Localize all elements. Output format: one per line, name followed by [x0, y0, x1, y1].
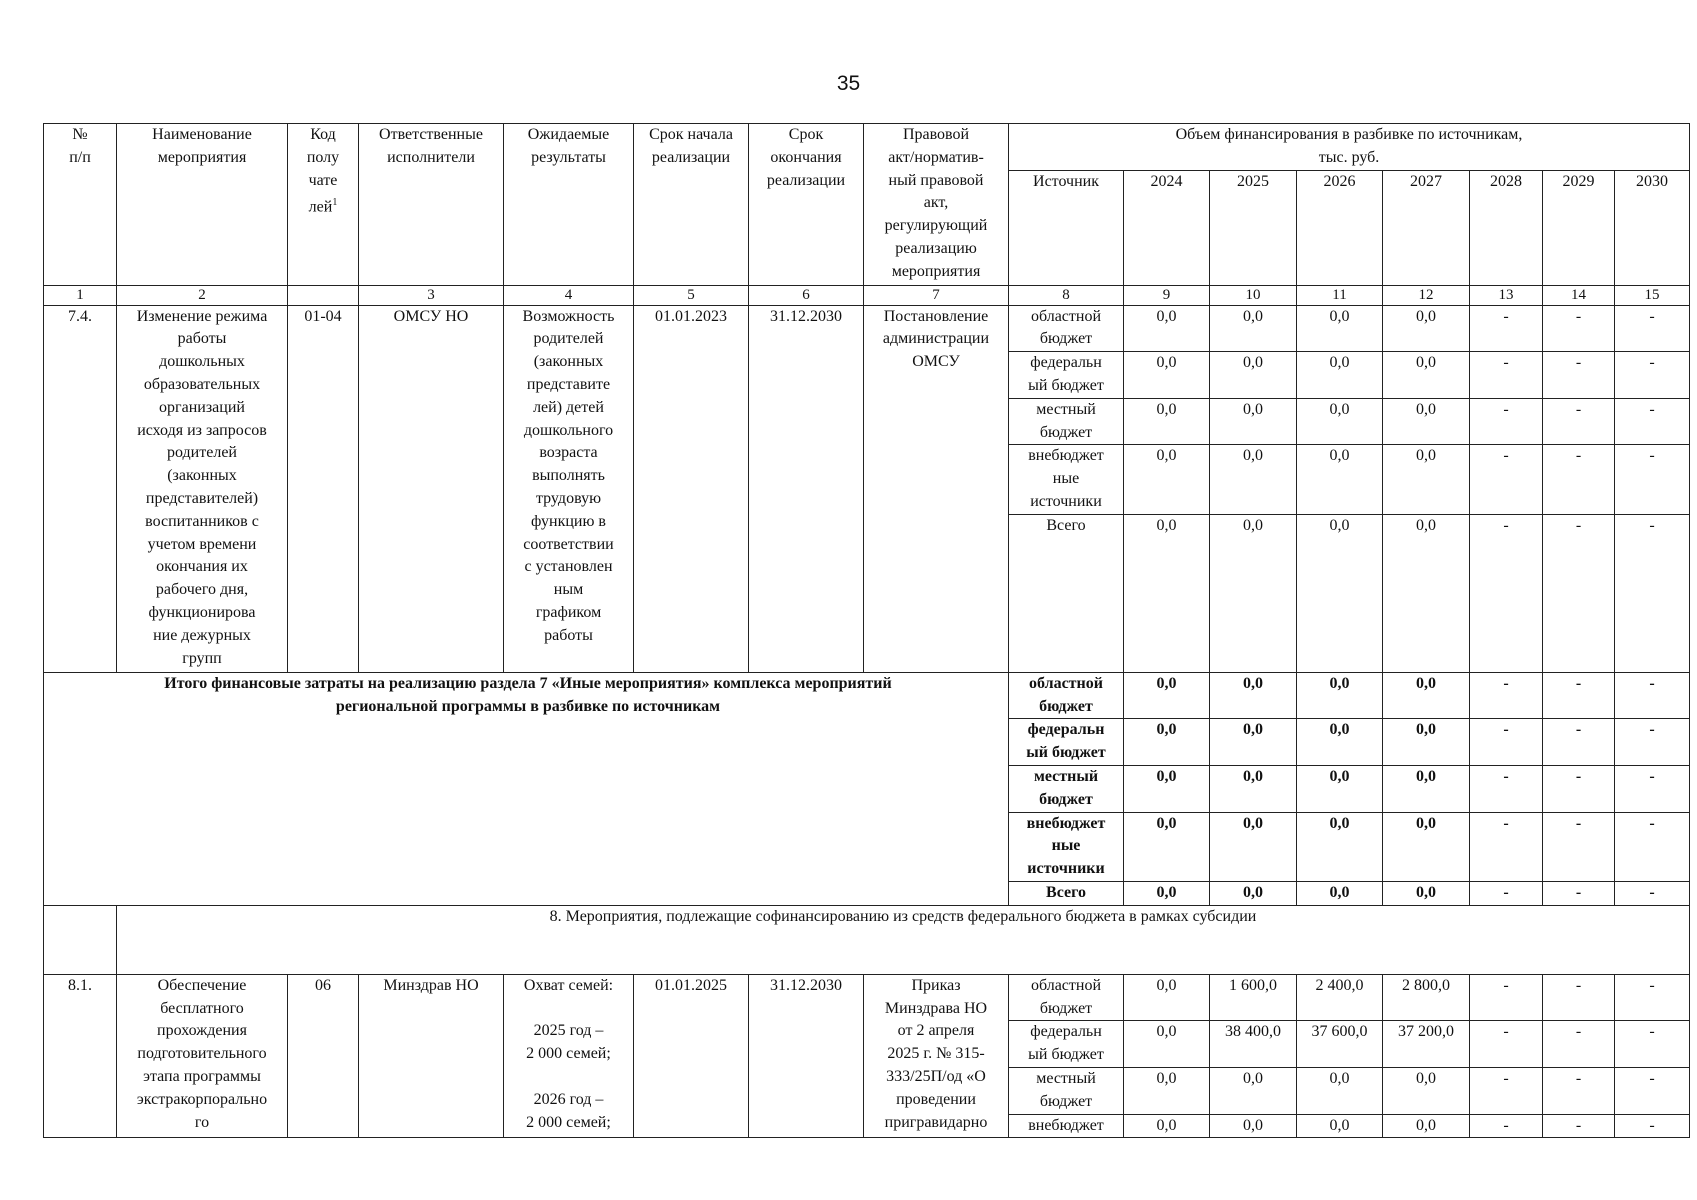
column-index [288, 285, 359, 305]
funding-value: - [1470, 719, 1543, 766]
start-date: 01.01.2023 [634, 305, 749, 672]
funding-value: 2 400,0 [1297, 974, 1383, 1021]
funding-value: 0,0 [1124, 1021, 1210, 1068]
end-date: 31.12.2030 [749, 974, 864, 1138]
col-header-number: № п/п [44, 124, 117, 286]
funding-value: 0,0 [1124, 352, 1210, 399]
funding-value: 0,0 [1210, 398, 1297, 445]
funding-value: - [1470, 812, 1543, 881]
funding-value: 0,0 [1297, 765, 1383, 812]
funding-value: - [1543, 765, 1615, 812]
funding-value: 0,0 [1210, 352, 1297, 399]
funding-value: - [1615, 1067, 1690, 1114]
recipient-code: 06 [288, 974, 359, 1138]
table-row [44, 974, 1690, 1021]
expected-result: Охват семей: 2025 год – 2 000 семей; 2026 год – 2 000 семей; [504, 974, 634, 1138]
col-header-funding: Объем финансирования в разбивке по источникам, тыс. руб. [1009, 124, 1690, 171]
funding-value: 0,0 [1124, 1114, 1210, 1138]
funding-value: 0,0 [1210, 305, 1297, 352]
end-date: 31.12.2030 [749, 305, 864, 672]
funding-value: - [1615, 445, 1690, 514]
funding-source: внебюджет ные источники [1009, 445, 1124, 514]
funding-value: - [1470, 974, 1543, 1021]
funding-source: федеральн ый бюджет [1009, 719, 1124, 766]
funding-value: 0,0 [1383, 514, 1470, 672]
funding-value: 0,0 [1124, 398, 1210, 445]
funding-value: - [1615, 398, 1690, 445]
funding-value: - [1543, 445, 1615, 514]
funding-value: - [1470, 881, 1543, 905]
year-2029: 2029 [1543, 170, 1615, 285]
funding-value: - [1543, 352, 1615, 399]
funding-value: - [1543, 719, 1615, 766]
funding-value: - [1470, 1114, 1543, 1138]
funding-value: - [1615, 305, 1690, 352]
funding-source: местный бюджет [1009, 1067, 1124, 1114]
funding-source: внебюджет [1009, 1114, 1124, 1138]
funding-source: местный бюджет [1009, 398, 1124, 445]
column-index: 5 [634, 285, 749, 305]
funding-source: Всего [1009, 514, 1124, 672]
funding-value: 0,0 [1124, 765, 1210, 812]
funding-value: - [1615, 1021, 1690, 1068]
year-2028: 2028 [1470, 170, 1543, 285]
funding-value: 0,0 [1297, 719, 1383, 766]
column-index: 1 [44, 285, 117, 305]
funding-value: 0,0 [1297, 445, 1383, 514]
col-header-code [288, 124, 359, 286]
funding-value: - [1543, 881, 1615, 905]
funding-value: 0,0 [1297, 352, 1383, 399]
funding-value: - [1615, 719, 1690, 766]
funding-value: - [1543, 672, 1615, 719]
funding-value: 0,0 [1210, 1067, 1297, 1114]
header-row [44, 124, 1690, 171]
col-header-name: Наименование мероприятия [117, 124, 288, 286]
funding-source: областной бюджет [1009, 672, 1124, 719]
col-header-legal-act: Правовой акт/норматив- ный правовой акт, регулирующий реализацию мероприятия [864, 124, 1009, 286]
col-header-executors: Ответственные исполнители [359, 124, 504, 286]
funding-value: - [1615, 672, 1690, 719]
funding-value: 0,0 [1210, 1114, 1297, 1138]
funding-value: - [1543, 1021, 1615, 1068]
page-number: 35 [836, 72, 861, 95]
funding-value: - [1615, 352, 1690, 399]
column-index: 7 [864, 285, 1009, 305]
funding-source: федеральн ый бюджет [1009, 352, 1124, 399]
funding-value: 0,0 [1383, 1114, 1470, 1138]
funding-value: - [1470, 765, 1543, 812]
funding-value: 0,0 [1383, 305, 1470, 352]
funding-value: - [1470, 305, 1543, 352]
funding-value: - [1543, 305, 1615, 352]
funding-value: - [1470, 445, 1543, 514]
year-2024: 2024 [1124, 170, 1210, 285]
funding-value: - [1543, 398, 1615, 445]
funding-value: 0,0 [1297, 1114, 1383, 1138]
funding-value: - [1470, 672, 1543, 719]
funding-value: - [1615, 974, 1690, 1021]
code-header-text: Код полу чате лей [306, 126, 340, 216]
legal-act: Постановление администрации ОМСУ [864, 305, 1009, 672]
expected-result: Возможность родителей (законных представите лей) детей дошкольного возраста выполнять трудовую функцию в соответствии с установлен ным графиком работы [504, 305, 634, 672]
funding-value: 0,0 [1383, 881, 1470, 905]
funding-value: - [1543, 1067, 1615, 1114]
row-number: 7.4. [44, 305, 117, 672]
funding-value: 0,0 [1383, 765, 1470, 812]
funding-value: 38 400,0 [1210, 1021, 1297, 1068]
funding-value: 0,0 [1383, 1067, 1470, 1114]
funding-value: 0,0 [1210, 672, 1297, 719]
funding-value: 37 200,0 [1383, 1021, 1470, 1068]
funding-value: - [1615, 514, 1690, 672]
column-index: 11 [1297, 285, 1383, 305]
funding-source: федеральн ый бюджет [1009, 1021, 1124, 1068]
funding-source: местный бюджет [1009, 765, 1124, 812]
column-index: 9 [1124, 285, 1210, 305]
year-2025: 2025 [1210, 170, 1297, 285]
col-header-end: Срок окончания реализации [749, 124, 864, 286]
col-header-start: Срок начала реализации [634, 124, 749, 286]
funding-value: 0,0 [1297, 1067, 1383, 1114]
funding-value: 0,0 [1210, 445, 1297, 514]
column-index: 3 [359, 285, 504, 305]
total-row [44, 672, 1690, 719]
legal-act: Приказ Минздрава НО от 2 апреля 2025 г. № 315- 333/25П/од «О проведении пригравидарно [864, 974, 1009, 1138]
funding-source: внебюджет ные источники [1009, 812, 1124, 881]
col-header-results: Ожидаемые результаты [504, 124, 634, 286]
column-index: 15 [1615, 285, 1690, 305]
funding-value: 0,0 [1124, 672, 1210, 719]
funding-value: 0,0 [1210, 881, 1297, 905]
section-title: 8. Мероприятия, подлежащие софинансированию из средств федерального бюджета в рамках субсидии [117, 905, 1690, 974]
funding-value: - [1470, 398, 1543, 445]
column-index: 8 [1009, 285, 1124, 305]
funding-value: 0,0 [1124, 812, 1210, 881]
col-header-source: Источник [1009, 170, 1124, 285]
funding-table [43, 123, 1690, 1138]
funding-value: 0,0 [1124, 305, 1210, 352]
funding-value: 0,0 [1210, 812, 1297, 881]
funding-value: 0,0 [1297, 672, 1383, 719]
funding-value: - [1543, 1114, 1615, 1138]
row-number: 8.1. [44, 974, 117, 1138]
section-heading-row [44, 905, 1690, 974]
funding-value: 0,0 [1124, 974, 1210, 1021]
funding-value: 0,0 [1383, 352, 1470, 399]
funding-value: 0,0 [1297, 514, 1383, 672]
funding-source: Всего [1009, 881, 1124, 905]
recipient-code: 01-04 [288, 305, 359, 672]
funding-value: 0,0 [1210, 765, 1297, 812]
funding-value: 0,0 [1383, 398, 1470, 445]
funding-value: 0,0 [1124, 514, 1210, 672]
column-index: 13 [1470, 285, 1543, 305]
funding-value: 0,0 [1210, 719, 1297, 766]
funding-value: - [1615, 881, 1690, 905]
column-index: 2 [117, 285, 288, 305]
funding-value: 0,0 [1210, 514, 1297, 672]
funding-value: 0,0 [1124, 719, 1210, 766]
activity-name: Изменение режима работы дошкольных образовательных организаций исходя из запросов родителей (законных представителей) воспитанников с учетом времени окончания их рабочего дня, функционирова ние дежурных групп [117, 305, 288, 672]
funding-value: 0,0 [1297, 812, 1383, 881]
executor: Минздрав НО [359, 974, 504, 1138]
funding-value: - [1470, 514, 1543, 672]
column-index: 12 [1383, 285, 1470, 305]
funding-value: 0,0 [1124, 881, 1210, 905]
column-index: 4 [504, 285, 634, 305]
year-2026: 2026 [1297, 170, 1383, 285]
funding-value: - [1543, 974, 1615, 1021]
total-label: Итого финансовые затраты на реализацию раздела 7 «Иные мероприятия» комплекса мероприятий региональной программы в разбивке по источникам [44, 672, 1009, 905]
year-2027: 2027 [1383, 170, 1470, 285]
funding-value: 0,0 [1297, 305, 1383, 352]
column-index: 6 [749, 285, 864, 305]
funding-value: - [1543, 812, 1615, 881]
funding-value: 1 600,0 [1210, 974, 1297, 1021]
funding-value: 37 600,0 [1297, 1021, 1383, 1068]
funding-value: 2 800,0 [1383, 974, 1470, 1021]
column-index: 10 [1210, 285, 1297, 305]
year-2030: 2030 [1615, 170, 1690, 285]
start-date: 01.01.2025 [634, 974, 749, 1138]
funding-value: - [1543, 514, 1615, 672]
section-number-cell [44, 905, 117, 974]
funding-value: 0,0 [1124, 445, 1210, 514]
funding-value: 0,0 [1383, 445, 1470, 514]
funding-source: областной бюджет [1009, 974, 1124, 1021]
funding-value: - [1615, 1114, 1690, 1138]
funding-value: 0,0 [1383, 719, 1470, 766]
funding-value: 0,0 [1383, 812, 1470, 881]
funding-value: 0,0 [1297, 881, 1383, 905]
executor: ОМСУ НО [359, 305, 504, 672]
column-index-row [44, 285, 1690, 305]
funding-value: - [1470, 352, 1543, 399]
funding-value: - [1615, 812, 1690, 881]
funding-source: областной бюджет [1009, 305, 1124, 352]
funding-value: - [1470, 1067, 1543, 1114]
funding-value: - [1615, 765, 1690, 812]
funding-value: 0,0 [1297, 398, 1383, 445]
activity-name: Обеспечение бесплатного прохождения подготовительного этапа программы экстракорпорально го [117, 974, 288, 1138]
column-index: 14 [1543, 285, 1615, 305]
funding-value: 0,0 [1383, 672, 1470, 719]
table-row [44, 305, 1690, 352]
funding-value: - [1470, 1021, 1543, 1068]
funding-value: 0,0 [1124, 1067, 1210, 1114]
footnote-marker: 1 [332, 197, 338, 209]
